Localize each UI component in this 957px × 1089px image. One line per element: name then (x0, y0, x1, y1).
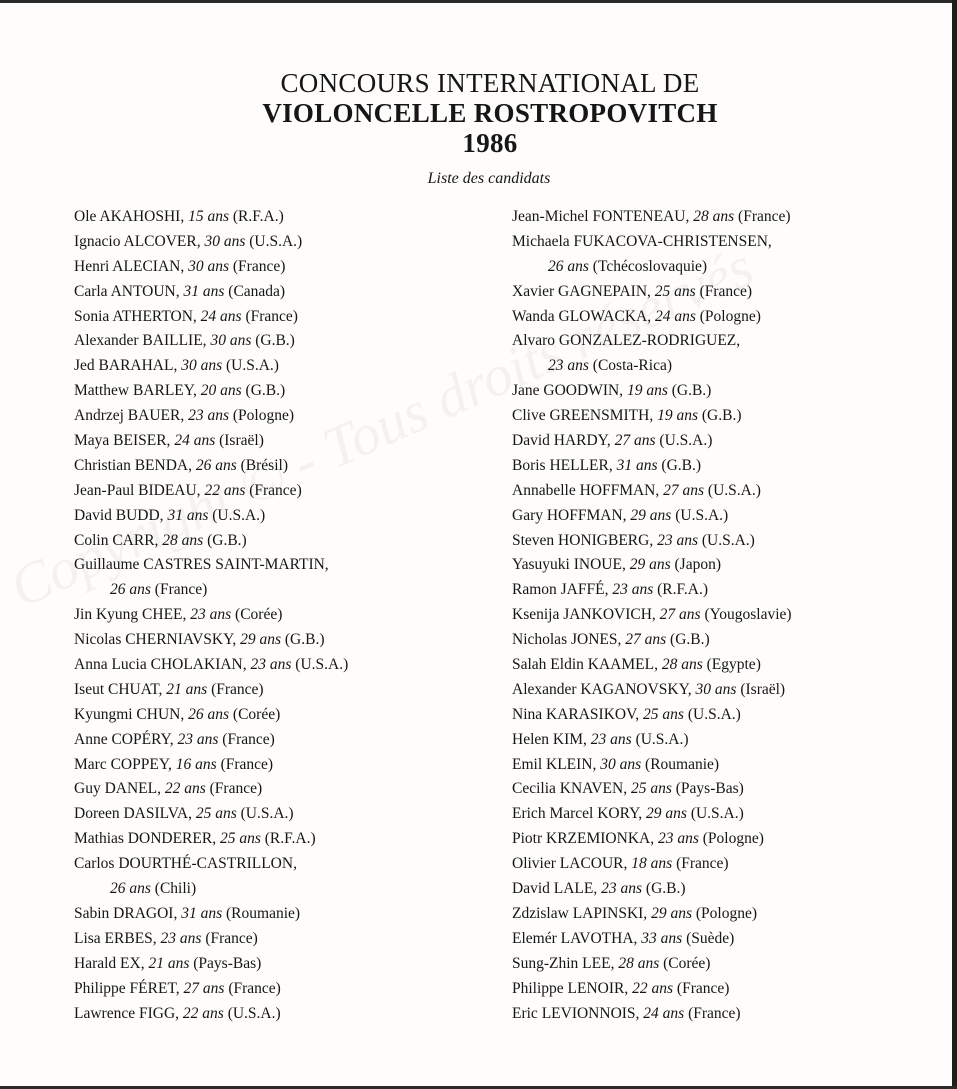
candidate-name: Marc COPPEY, (74, 755, 172, 773)
candidate-country: (Pologne) (695, 904, 757, 922)
candidate-name: Ignacio ALCOVER, (74, 232, 201, 250)
candidate-entry (512, 553, 792, 578)
candidate-entry (512, 703, 792, 728)
candidate-entry-continuation (512, 255, 792, 280)
candidate-country: (U.S.A.) (226, 357, 279, 375)
candidate-country: (France) (688, 1004, 741, 1022)
candidate-entry-continuation (512, 354, 792, 379)
candidate-age: 25 ans (643, 705, 684, 723)
candidate-name: Sung-Zhin LEE, (512, 954, 615, 972)
candidate-age: 26 ans (110, 581, 151, 599)
candidate-name: Ksenija JANKOVICH, (512, 606, 656, 624)
candidate-age: 30 ans (181, 357, 223, 375)
candidate-entry (512, 802, 792, 827)
candidate-name: Yasuyuki INOUE, (512, 556, 626, 574)
candidate-name: Jin Kyung CHEE, (74, 606, 187, 624)
candidate-country: (G.B.) (701, 407, 742, 425)
candidate-country: (Yougoslavie) (704, 606, 792, 624)
candidate-age: 26 ans (548, 257, 589, 275)
candidate-age: 25 ans (654, 282, 696, 300)
candidate-entry (512, 404, 792, 429)
candidate-name: Wanda GLOWACKA, (512, 307, 652, 325)
candidate-age: 18 ans (631, 855, 673, 873)
candidate-entry (74, 852, 348, 877)
candidate-country: (France) (699, 282, 753, 300)
candidate-entry (74, 628, 348, 653)
scan-border-top (0, 0, 957, 3)
candidate-name: Lisa ERBES, (74, 929, 157, 947)
candidate-country: (Israël) (219, 432, 264, 450)
candidate-age: 27 ans (625, 631, 667, 649)
candidate-age: 25 ans (195, 805, 237, 823)
candidate-country: (U.S.A.) (249, 232, 303, 250)
candidate-name: Sonia ATHERTON, (74, 307, 197, 325)
candidate-country: (G.B.) (645, 880, 686, 898)
candidate-age: 23 ans (160, 929, 202, 947)
candidate-entry (74, 1002, 348, 1027)
candidate-age: 27 ans (183, 979, 225, 997)
candidate-name: Ramon JAFFÉ, (512, 581, 609, 599)
candidate-name: Zdzislaw LAPINSKI, (512, 904, 648, 922)
candidate-name: Jean-Michel FONTENEAU, (512, 208, 690, 225)
candidate-age: 31 ans (616, 456, 658, 474)
candidate-entry-continuation (74, 578, 348, 603)
candidate-age: 15 ans (188, 208, 230, 225)
candidate-age: 23 ans (250, 656, 292, 674)
candidate-name: Salah Eldin KAAMEL, (512, 656, 658, 674)
candidate-country: (France) (676, 855, 729, 873)
candidate-name: Clive GREENSMITH, (512, 407, 654, 425)
candidate-entry (512, 280, 792, 305)
candidate-entry (512, 230, 792, 255)
candidate-entry (512, 777, 792, 802)
candidate-country: (France) (209, 780, 263, 798)
candidate-entry (512, 205, 792, 230)
candidate-country: (Suède) (686, 929, 735, 947)
candidate-name: Michaela FUKACOVA-CHRISTENSEN, (512, 232, 772, 250)
candidate-country: (G.B.) (661, 456, 702, 474)
candidate-country: (Canada) (228, 282, 286, 300)
candidate-age: 28 ans (693, 208, 735, 225)
candidate-country: (U.S.A.) (212, 506, 266, 524)
candidate-name: Andrzej BAUER, (74, 407, 185, 425)
candidate-entry (512, 728, 792, 753)
title-line-3: 1986 (462, 128, 518, 158)
candidate-name: Helen KIM, (512, 730, 587, 748)
candidate-country: (France) (220, 755, 274, 773)
candidate-age: 26 ans (195, 456, 237, 474)
candidate-country: (Pays-Bas) (675, 780, 744, 798)
candidate-country: (G.B.) (207, 531, 247, 549)
candidate-country: (Pays-Bas) (193, 954, 262, 972)
candidate-country: (U.S.A.) (635, 730, 689, 748)
candidate-age: 31 ans (183, 282, 225, 300)
candidate-country: (U.S.A.) (690, 805, 744, 823)
candidate-name: Steven HONIGBERG, (512, 531, 654, 549)
candidate-name: Eric LEVIONNOIS, (512, 1004, 640, 1022)
candidate-country: (Pologne) (702, 830, 764, 848)
candidate-entry (512, 529, 792, 554)
candidate-entry (74, 230, 348, 255)
candidate-name: Harald EX, (74, 954, 145, 972)
candidate-name: Carlos DOURTHÉ-CASTRILLON, (74, 855, 297, 873)
candidate-country: (U.S.A.) (240, 805, 294, 823)
candidate-age: 30 ans (695, 680, 737, 698)
candidate-entry (74, 603, 348, 628)
candidate-age: 28 ans (661, 656, 703, 674)
candidate-name: Guy DANEL, (74, 780, 161, 798)
candidate-age: 16 ans (175, 755, 217, 773)
candidate-entry (74, 205, 348, 230)
candidate-country: (Corée) (663, 954, 711, 972)
candidate-entry (74, 728, 348, 753)
candidate-country: (Japon) (674, 556, 721, 574)
candidate-age: 22 ans (182, 1004, 224, 1022)
candidate-name: Jean-Paul BIDEAU, (74, 481, 201, 499)
candidate-country: (France) (228, 979, 281, 997)
candidate-name: Olivier LACOUR, (512, 855, 628, 873)
candidate-entry (74, 927, 348, 952)
title-line-2: VIOLONCELLE ROSTROPOVITCH (262, 98, 718, 128)
candidate-country: (France) (245, 307, 298, 325)
candidate-entry (74, 255, 348, 280)
candidate-entry (512, 603, 792, 628)
candidate-entry (512, 927, 792, 952)
candidate-entry (512, 827, 792, 852)
candidate-name: Nicholas JONES, (512, 631, 622, 649)
candidate-name: David HARDY, (512, 432, 611, 450)
candidate-age: 23 ans (590, 730, 632, 748)
candidate-age: 23 ans (657, 830, 699, 848)
candidate-country: (Costa-Rica) (592, 357, 672, 375)
candidate-country: (U.S.A.) (707, 481, 761, 499)
candidate-name: Henri ALECIAN, (74, 257, 185, 275)
candidate-name: Philippe LENOIR, (512, 979, 629, 997)
candidate-entry (512, 578, 792, 603)
candidate-name: Lawrence FIGG, (74, 1004, 180, 1022)
candidate-country: (G.B.) (245, 382, 286, 400)
candidate-entry (74, 802, 348, 827)
candidate-entry (512, 977, 792, 1002)
title-line-1: CONCOURS INTERNATIONAL DE (280, 68, 700, 98)
candidate-entry (74, 827, 348, 852)
candidate-country: (U.S.A.) (659, 432, 713, 450)
candidate-entry (512, 628, 792, 653)
candidate-name: Carla ANTOUN, (74, 282, 180, 300)
candidate-name: Anna Lucia CHOLAKIAN, (74, 656, 247, 674)
candidate-age: 21 ans (166, 680, 208, 698)
candidate-name: Iseut CHUAT, (74, 680, 163, 698)
candidate-country: (Corée) (235, 606, 283, 624)
candidate-entry (74, 504, 348, 529)
candidate-list-left (74, 205, 348, 1026)
candidate-entry (74, 479, 348, 504)
candidate-age: 31 ans (181, 904, 223, 922)
candidate-name: Doreen DASILVA, (74, 805, 192, 823)
candidate-age: 25 ans (630, 780, 672, 798)
candidate-entry (512, 952, 792, 977)
candidate-country: (R.F.A.) (264, 830, 316, 848)
candidate-name: Matthew BARLEY, (74, 382, 197, 400)
candidate-name: Maya BEISER, (74, 432, 171, 450)
candidate-country: (G.B.) (670, 631, 710, 649)
candidate-name: Ole AKAHOSHI, (74, 208, 185, 225)
candidate-entry (512, 902, 792, 927)
candidate-name: Jane GOODWIN, (512, 382, 624, 400)
candidate-entry (512, 479, 792, 504)
candidate-name: Nicolas CHERNIAVSKY, (74, 631, 237, 649)
candidate-country: (U.S.A.) (687, 705, 741, 723)
candidate-name: Nina KARASIKOV, (512, 705, 640, 723)
candidate-age: 30 ans (188, 257, 229, 275)
candidate-name: David LALE, (512, 880, 598, 898)
candidate-country: (France) (222, 730, 275, 748)
candidate-name: Alexander KAGANOVSKY, (512, 680, 692, 698)
candidate-age: 23 ans (548, 357, 589, 375)
candidate-age: 19 ans (657, 407, 699, 425)
candidate-country: (France) (249, 481, 302, 499)
candidate-entry (512, 678, 792, 703)
candidate-age: 27 ans (663, 481, 705, 499)
candidate-age: 23 ans (612, 581, 654, 599)
candidate-age: 29 ans (651, 904, 692, 922)
candidate-entry (74, 354, 348, 379)
candidate-age: 22 ans (204, 481, 246, 499)
candidate-age: 31 ans (167, 506, 209, 524)
candidate-age: 29 ans (240, 631, 281, 649)
candidate-entry (512, 653, 792, 678)
candidate-name: Guillaume CASTRES SAINT-MARTIN, (74, 556, 329, 574)
candidate-entry (74, 977, 348, 1002)
candidate-name: Philippe FÉRET, (74, 979, 180, 997)
candidate-entry (74, 703, 348, 728)
candidate-age: 29 ans (629, 556, 671, 574)
candidate-name: Anne COPÉRY, (74, 730, 174, 748)
candidate-country: (France) (211, 680, 264, 698)
candidate-entry (74, 777, 348, 802)
candidate-country: (U.S.A.) (701, 531, 755, 549)
candidate-entry (74, 305, 348, 330)
candidate-country: (U.S.A.) (295, 656, 349, 674)
candidate-name: Christian BENDA, (74, 456, 192, 474)
candidate-entry (74, 678, 348, 703)
candidate-name: Annabelle HOFFMAN, (512, 481, 660, 499)
candidate-country: (France) (738, 208, 791, 225)
candidate-name: Xavier GAGNEPAIN, (512, 282, 651, 300)
candidate-entry (74, 429, 348, 454)
candidate-name: Colin CARR, (74, 531, 159, 549)
candidate-entry (512, 753, 792, 778)
candidate-age: 20 ans (200, 382, 242, 400)
candidate-age: 22 ans (164, 780, 206, 798)
candidate-entry (74, 952, 348, 977)
candidate-age: 30 ans (210, 332, 252, 350)
candidate-entry (74, 653, 348, 678)
candidate-entry (74, 404, 348, 429)
candidate-entry (74, 753, 348, 778)
candidate-age: 30 ans (600, 755, 642, 773)
candidate-country: (G.B.) (284, 631, 325, 649)
candidate-country: (Roumanie) (226, 904, 301, 922)
candidate-entry (74, 379, 348, 404)
candidate-country: (Chili) (154, 880, 197, 898)
candidate-age: 27 ans (659, 606, 701, 624)
candidate-age: 23 ans (657, 531, 699, 549)
candidate-entry (74, 454, 348, 479)
candidate-entry (74, 529, 348, 554)
candidate-age: 33 ans (641, 929, 683, 947)
candidate-name: Jed BARAHAL, (74, 357, 178, 375)
candidate-name: Erich Marcel KORY, (512, 805, 643, 823)
candidate-age: 21 ans (148, 954, 190, 972)
candidate-country: (Roumanie) (645, 755, 720, 773)
candidate-country: (Pologne) (699, 307, 761, 325)
candidate-country: (France) (205, 929, 258, 947)
candidate-name: David BUDD, (74, 506, 164, 524)
candidate-age: 24 ans (174, 432, 216, 450)
candidate-entry (74, 329, 348, 354)
candidate-country: (R.F.A.) (657, 581, 708, 599)
candidate-name: Piotr KRZEMIONKA, (512, 830, 655, 848)
candidate-country: (Corée) (232, 705, 281, 723)
candidate-age: 28 ans (162, 531, 204, 549)
candidate-list-right (512, 205, 792, 1026)
candidate-age: 27 ans (614, 432, 656, 450)
candidate-name: Mathias DONDERER, (74, 830, 217, 848)
candidate-name: Boris HELLER, (512, 456, 613, 474)
candidate-country: (R.F.A.) (232, 208, 284, 225)
candidate-country: (U.S.A.) (675, 506, 729, 524)
candidate-age: 23 ans (177, 730, 219, 748)
candidate-name: Sabin DRAGOI, (74, 904, 178, 922)
candidate-entry (512, 429, 792, 454)
candidate-age: 22 ans (632, 979, 674, 997)
candidate-age: 23 ans (188, 407, 229, 425)
candidate-name: Gary HOFFMAN, (512, 506, 627, 524)
candidate-country: (France) (232, 257, 286, 275)
subtitle: Liste des candidats (427, 170, 551, 187)
candidate-name: Elemér LAVOTHA, (512, 929, 638, 947)
candidate-age: 30 ans (204, 232, 246, 250)
candidate-age: 26 ans (110, 880, 151, 898)
candidate-entry (512, 329, 792, 354)
candidate-entry (512, 454, 792, 479)
candidate-entry (512, 379, 792, 404)
candidate-age: 26 ans (188, 705, 230, 723)
candidate-name: Emil KLEIN, (512, 755, 597, 773)
candidate-age: 25 ans (219, 830, 261, 848)
candidate-age: 19 ans (626, 382, 668, 400)
candidate-country: (Brésil) (240, 456, 288, 474)
candidate-entry-continuation (74, 877, 348, 902)
candidate-age: 28 ans (618, 954, 660, 972)
candidate-entry (512, 1002, 792, 1027)
candidate-entry (512, 852, 792, 877)
candidate-country: (U.S.A.) (227, 1004, 281, 1022)
candidate-name: Alvaro GONZALEZ-RODRIGUEZ, (512, 332, 741, 350)
candidate-age: 23 ans (190, 606, 232, 624)
candidate-name: Cecilia KNAVEN, (512, 780, 628, 798)
candidate-name: Alexander BAILLIE, (74, 332, 207, 350)
candidate-age: 24 ans (200, 307, 242, 325)
candidate-entry (512, 305, 792, 330)
candidate-entry (512, 877, 792, 902)
candidate-country: (France) (676, 979, 730, 997)
candidate-entry (512, 504, 792, 529)
candidate-entry (74, 902, 348, 927)
scan-border-right (952, 0, 957, 1089)
candidate-entry (74, 280, 348, 305)
candidate-country: (Tchécoslovaquie) (592, 257, 708, 275)
candidate-country: (France) (154, 581, 208, 599)
document-title (0, 68, 957, 158)
candidate-country: (G.B.) (255, 332, 295, 350)
candidate-age: 29 ans (646, 805, 687, 823)
candidate-country: (G.B.) (671, 382, 712, 400)
candidate-country: (Israël) (740, 680, 786, 698)
candidate-age: 24 ans (643, 1004, 685, 1022)
candidate-country: (Pologne) (232, 407, 295, 425)
candidate-age: 23 ans (601, 880, 643, 898)
candidate-name: Kyungmi CHUN, (74, 705, 185, 723)
candidate-country: (Egypte) (706, 656, 761, 674)
candidate-age: 29 ans (630, 506, 672, 524)
candidate-entry (74, 553, 348, 578)
candidate-age: 24 ans (654, 307, 696, 325)
